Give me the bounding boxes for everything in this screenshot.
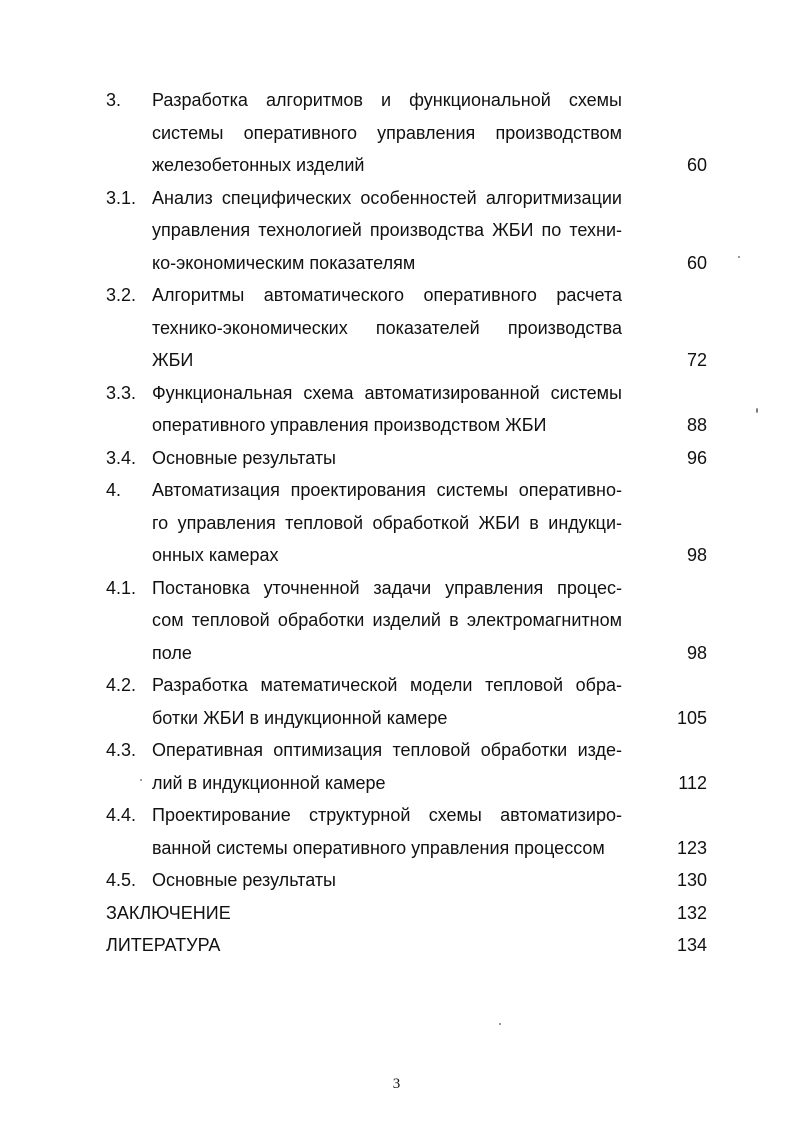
- scan-speck: [756, 408, 758, 413]
- toc-entry-title-line: железобетонных изделий: [152, 155, 365, 175]
- toc-entry-title-line: сом тепловой обработки изделий в электромагнитном: [152, 610, 622, 630]
- toc-entry-title-line: лий в индукционной камере: [152, 772, 386, 793]
- toc-entry-title-line: Анализ специфических особенностей алгоритмизации: [152, 187, 622, 208]
- toc-entry-title-line: Разработка алгоритмов и функциональной схемы: [152, 90, 622, 110]
- toc-entry-title: [152, 474, 622, 572]
- toc-entry: [0, 84, 793, 182]
- toc-entry-page: 123: [676, 837, 707, 858]
- toc-entry-number: 3.4.: [106, 447, 137, 468]
- toc-entry-title-line: ботки ЖБИ в индукционной камере: [152, 707, 448, 728]
- toc-entry-title-line: Основные результаты: [152, 447, 336, 468]
- toc-entry-number: 3.: [106, 90, 122, 110]
- toc-entry-title-line: ко-экономическим показателям: [152, 252, 416, 273]
- toc-entry-title: [106, 929, 576, 962]
- toc-entry-title-line: Алгоритмы автоматического оперативного расчета: [152, 285, 622, 305]
- toc-entry-page: 60: [686, 155, 707, 175]
- toc-entry-title: [152, 864, 622, 897]
- toc-entry-title-line: го управления тепловой обработкой ЖБИ в индукци-: [152, 512, 622, 533]
- toc-entry-page: 98: [686, 642, 707, 663]
- toc-entry-page: 132: [676, 902, 707, 923]
- toc-entry-page: 112: [678, 772, 707, 793]
- toc-entry-title: [152, 799, 622, 864]
- toc-entry-page: 134: [676, 935, 707, 955]
- toc-entry: [0, 182, 793, 280]
- toc-entry-page: 98: [686, 545, 707, 565]
- toc-entry-title: [152, 734, 622, 799]
- toc-entry: [0, 734, 793, 799]
- toc-entry-title: [152, 442, 622, 475]
- toc-entry-page: 72: [686, 350, 707, 370]
- toc-entry-title: [152, 572, 622, 670]
- toc-entry-number: 4.4.: [106, 805, 137, 825]
- toc-entry-page: 130: [676, 870, 707, 890]
- toc-entry-title-line: Постановка уточненной задачи управления процес-: [152, 577, 622, 598]
- page-number: 3: [392, 1076, 401, 1092]
- toc-entry-page: 88: [686, 415, 707, 435]
- toc-entry-title-line: Функциональная схема автоматизированной системы: [152, 382, 622, 403]
- toc-entry: [0, 442, 793, 475]
- toc-entry-page: 96: [686, 447, 707, 468]
- toc-entry-page: 60: [686, 252, 707, 273]
- scan-speck: [738, 256, 740, 258]
- toc-entry-title: [152, 279, 622, 377]
- toc-entry-title-line: Проектирование структурной схемы автоматизиро-: [152, 805, 622, 825]
- toc-entry: [0, 864, 793, 897]
- scan-speck: [140, 779, 142, 781]
- toc-entry: [0, 377, 793, 442]
- toc-entry-title-line: поле: [152, 642, 192, 663]
- toc-entry: [0, 669, 793, 734]
- scan-speck: [499, 1023, 501, 1025]
- toc-entry-title: [152, 377, 622, 442]
- toc-entry-title: [152, 182, 622, 280]
- toc-entry-title-line: технико-экономических показателей производства: [152, 317, 622, 338]
- toc-entry-title-line: онных камерах: [152, 545, 279, 565]
- toc-entry-title-line: оперативного управления производством ЖБИ: [152, 415, 547, 435]
- toc-entry-title-line: Оперативная оптимизация тепловой обработки изде-: [152, 740, 622, 760]
- toc-entry-title-line: Основные результаты: [152, 870, 336, 890]
- toc-entry-title-line: Автоматизация проектирования системы оперативно-: [152, 480, 622, 500]
- toc-entry-number: 4.3.: [106, 740, 137, 760]
- toc-entry-number: 3.2.: [106, 285, 137, 305]
- toc-entry: [0, 279, 793, 377]
- toc-entry-number: 4.: [106, 480, 122, 500]
- toc-entry-title-line: ЗАКЛЮЧЕНИЕ: [106, 902, 231, 923]
- toc-entry: [0, 929, 793, 962]
- toc-entry-number: 3.1.: [106, 187, 137, 208]
- toc-entry-page: 105: [676, 707, 707, 728]
- toc-entry: [0, 799, 793, 864]
- toc-entry-title-line: ЖБИ: [152, 350, 194, 370]
- table-of-contents: [0, 84, 793, 962]
- toc-entry-title-line: управления технологией производства ЖБИ по техни-: [152, 220, 622, 240]
- toc-entry-title-line: ЛИТЕРАТУРА: [106, 935, 221, 955]
- toc-entry: [0, 474, 793, 572]
- toc-entry-title-line: Разработка математической модели тепловой обра-: [152, 675, 622, 695]
- toc-entry-number: 4.1.: [106, 577, 137, 598]
- toc-entry-number: 4.2.: [106, 675, 137, 695]
- toc-entry-title-line: системы оперативного управления производством: [152, 122, 622, 143]
- toc-entry-number: 4.5.: [106, 870, 137, 890]
- toc-entry-number: 3.3.: [106, 382, 137, 403]
- toc-entry-title-line: ванной системы оперативного управления процессом: [152, 837, 605, 858]
- toc-entry-title: [152, 84, 622, 182]
- toc-entry: [0, 897, 793, 930]
- toc-entry-title: [106, 897, 576, 930]
- toc-entry: [0, 572, 793, 670]
- toc-entry-title: [152, 669, 622, 734]
